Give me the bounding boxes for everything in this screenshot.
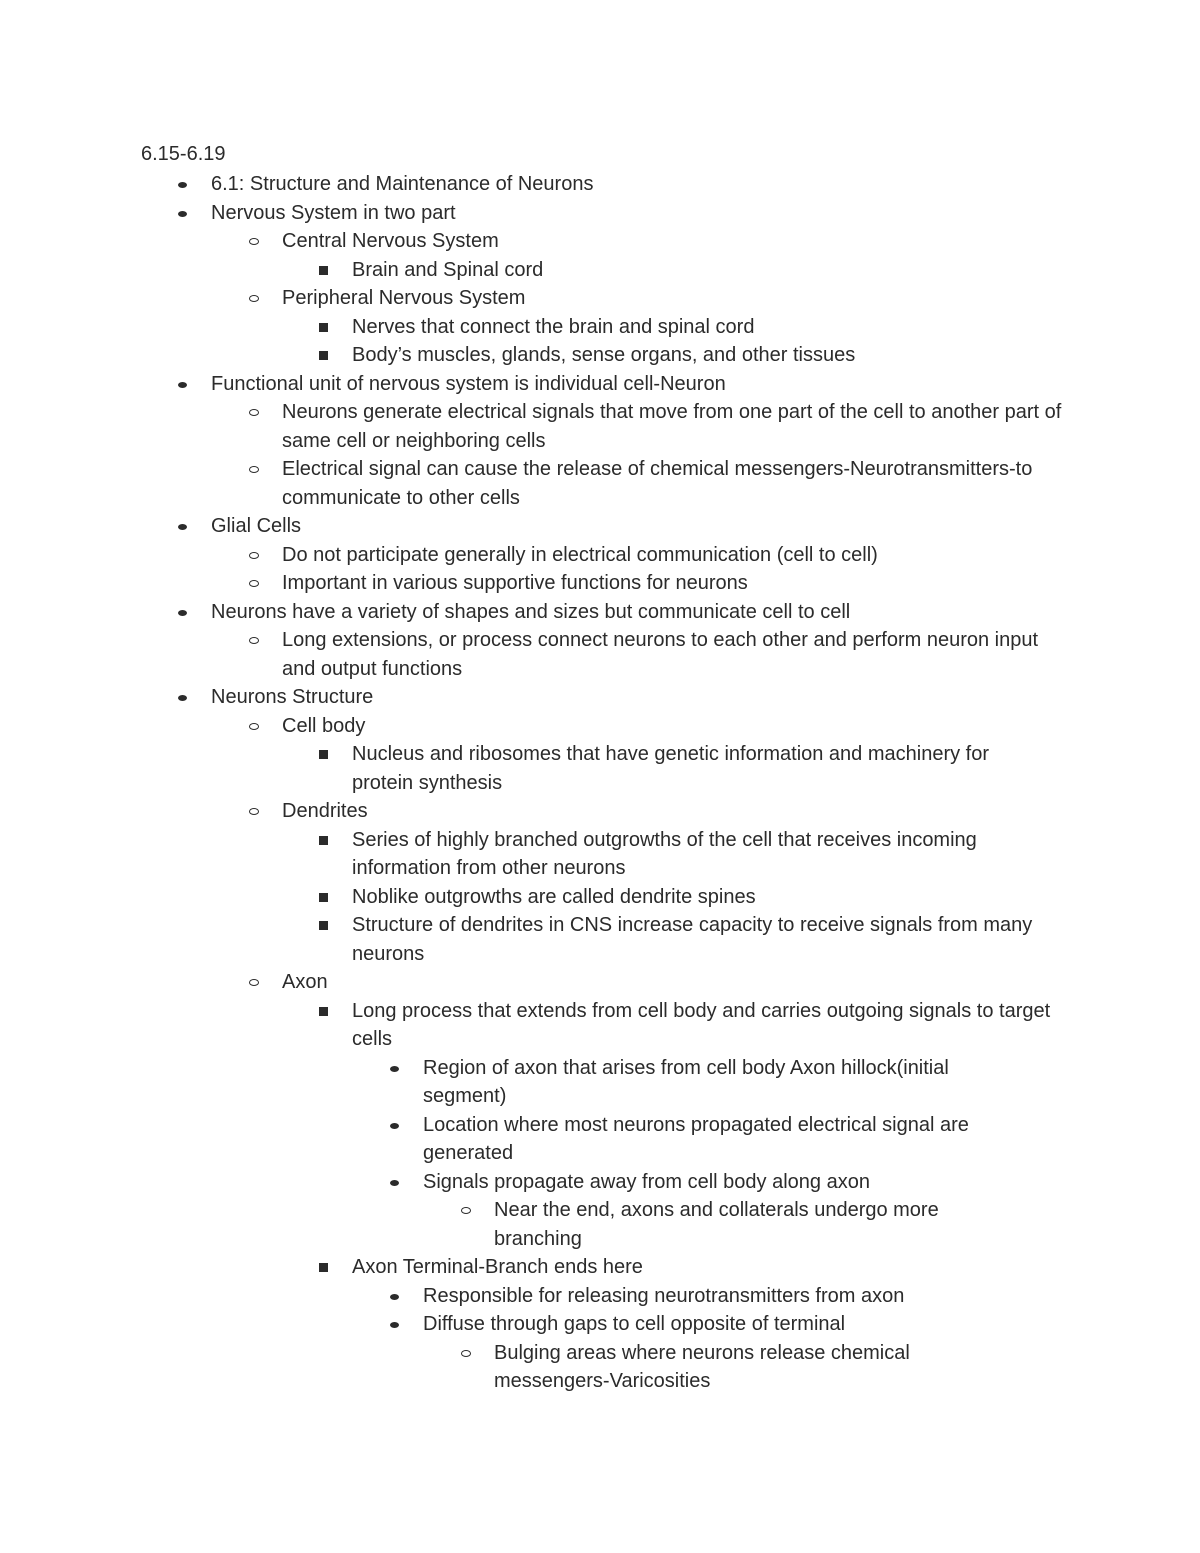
list-item-level-4 (0, 1310, 1200, 1339)
list-item-text: 6.1: Structure and Maintenance of Neurons (211, 173, 594, 195)
list-item-text: Region of axon that arises from cell body Axon hillock(initial segment) (423, 1056, 949, 1107)
bullet-disc-icon (385, 1168, 405, 1197)
bullet-square-icon (314, 313, 334, 342)
bullet-disc-icon (173, 199, 193, 228)
bullet-disc-icon (385, 1111, 405, 1140)
list-item-level-4 (0, 1168, 1200, 1197)
bullet-disc-icon (173, 170, 193, 199)
list-item-text: Diffuse through gaps to cell opposite of terminal (423, 1313, 846, 1335)
bullet-circle-icon (456, 1196, 476, 1225)
list-item-text: Near the end, axons and collaterals undergo more branching (494, 1199, 939, 1250)
list-item-level-2 (0, 284, 1200, 313)
list-item-level-1 (0, 370, 1200, 399)
list-item-text: Neurons Structure (211, 686, 374, 708)
list-item-level-2 (0, 455, 1200, 512)
bullet-circle-icon (244, 712, 264, 741)
list-item-text: Series of highly branched outgrowths of the cell that receives incoming information from other neurons (352, 828, 977, 879)
bullet-circle-icon (456, 1339, 476, 1368)
list-item-level-2 (0, 626, 1200, 683)
bullet-disc-icon (173, 598, 193, 627)
list-item-text: Electrical signal can cause the release of chemical messengers-Neurotransmitters-to communicate to other cells (282, 458, 1033, 509)
list-item-text: Neurons have a variety of shapes and sizes but communicate cell to cell (211, 600, 851, 623)
list-item-level-1 (0, 512, 1200, 541)
bullet-square-icon (314, 341, 334, 370)
outline-list (0, 170, 1200, 1396)
bullet-disc-icon (385, 1310, 405, 1339)
list-item-level-1 (0, 170, 1200, 199)
list-item-text: Nucleus and ribosomes that have genetic information and machinery for protein synthesis (352, 743, 990, 794)
list-item-level-3 (0, 826, 1200, 883)
bullet-circle-icon (244, 541, 264, 570)
list-item-level-1 (0, 598, 1200, 627)
bullet-circle-icon (244, 455, 264, 484)
bullet-square-icon (314, 740, 334, 769)
bullet-circle-icon (244, 569, 264, 598)
bullet-square-icon (314, 1253, 334, 1282)
list-item-level-3 (0, 883, 1200, 912)
list-item-text: Neurons generate electrical signals that move from one part of the cell to another part of same cell or neighboring cells (282, 401, 1062, 452)
bullet-square-icon (314, 826, 334, 855)
list-item-level-3 (0, 911, 1200, 968)
list-item-text: Dendrites (282, 800, 368, 822)
bullet-circle-icon (244, 797, 264, 826)
bullet-circle-icon (244, 398, 264, 427)
bullet-disc-icon (173, 683, 193, 712)
list-item-text: Important in various supportive functions for neurons (282, 572, 748, 594)
list-item-level-2 (0, 569, 1200, 598)
list-item-level-3 (0, 1253, 1200, 1282)
list-item-text: Functional unit of nervous system is individual cell-Neuron (211, 372, 726, 395)
list-item-text: Structure of dendrites in CNS increase capacity to receive signals from many neurons (352, 914, 1033, 965)
list-item-level-3 (0, 997, 1200, 1054)
list-item-text: Noblike outgrowths are called dendrite spines (352, 885, 756, 908)
list-item-level-3 (0, 313, 1200, 342)
list-item-text: Long extensions, or process connect neurons to each other and perform neuron input and output functions (282, 629, 1039, 680)
bullet-circle-icon (244, 284, 264, 313)
bullet-circle-icon (244, 968, 264, 997)
list-item-level-2 (0, 227, 1200, 256)
list-item-level-1 (0, 199, 1200, 228)
list-item-level-1 (0, 683, 1200, 712)
list-item-text: Do not participate generally in electrical communication (cell to cell) (282, 543, 878, 566)
list-item-level-4 (0, 1282, 1200, 1311)
list-item-text: Cell body (282, 714, 366, 737)
list-item-text: Location where most neurons propagated electrical signal are generated (423, 1113, 969, 1164)
bullet-disc-icon (385, 1054, 405, 1083)
list-item-level-5 (0, 1196, 1200, 1253)
list-item-level-2 (0, 797, 1200, 826)
list-item-level-2 (0, 541, 1200, 570)
list-item-text: Nerves that connect the brain and spinal cord (352, 315, 755, 338)
list-item-text: Signals propagate away from cell body along axon (423, 1170, 870, 1193)
list-item-text: Bulging areas where neurons release chemical messengers-Varicosities (494, 1341, 910, 1392)
bullet-circle-icon (244, 227, 264, 256)
list-item-level-4 (0, 1054, 1200, 1111)
bullet-square-icon (314, 883, 334, 912)
list-item-level-3 (0, 341, 1200, 370)
bullet-circle-icon (244, 626, 264, 655)
list-item-text: Axon Terminal-Branch ends here (352, 1256, 643, 1278)
list-item-text: Responsible for releasing neurotransmitters from axon (423, 1284, 905, 1307)
bullet-disc-icon (385, 1282, 405, 1311)
list-item-level-2 (0, 398, 1200, 455)
list-item-level-4 (0, 1111, 1200, 1168)
list-item-text: Long process that extends from cell body and carries outgoing signals to target cells (352, 999, 1051, 1050)
list-item-text: Axon (282, 971, 328, 993)
document-title: 6.15-6.19 (141, 143, 226, 165)
list-item-text: Body’s muscles, glands, sense organs, and other tissues (352, 344, 856, 366)
list-item-level-2 (0, 712, 1200, 741)
bullet-disc-icon (173, 512, 193, 541)
list-item-level-3 (0, 740, 1200, 797)
bullet-square-icon (314, 256, 334, 285)
list-item-level-5 (0, 1339, 1200, 1396)
list-item-text: Peripheral Nervous System (282, 287, 526, 309)
list-item-level-3 (0, 256, 1200, 285)
bullet-square-icon (314, 997, 334, 1026)
bullet-disc-icon (173, 370, 193, 399)
list-item-text: Glial Cells (211, 515, 302, 537)
list-item-level-2 (0, 968, 1200, 997)
list-item-text: Brain and Spinal cord (352, 258, 544, 281)
bullet-square-icon (314, 911, 334, 940)
list-item-text: Central Nervous System (282, 230, 499, 252)
list-item-text: Nervous System in two part (211, 201, 456, 224)
